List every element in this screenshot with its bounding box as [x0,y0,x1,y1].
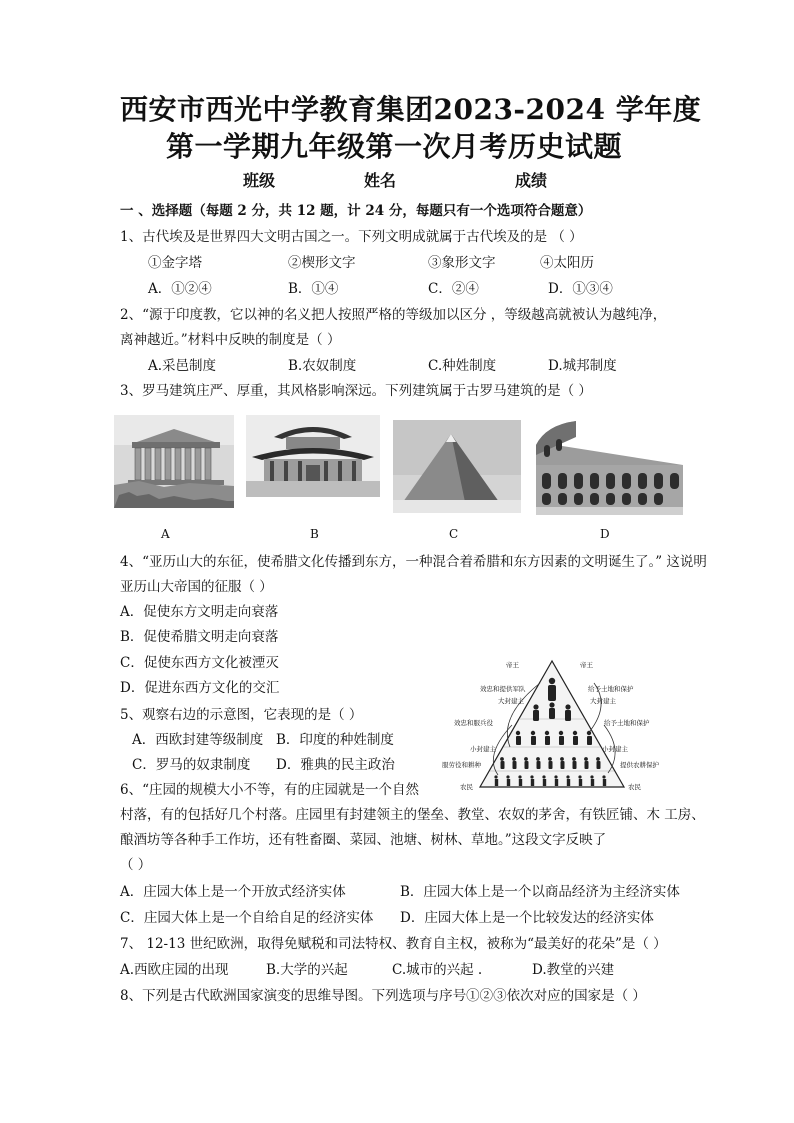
diagram-rank-label: 大封建主 [590,697,616,705]
diagram-relation-label: 给予土地和保护 [604,719,650,727]
q1-option-b: B．①④ [288,281,339,297]
q1-stem: 1、古代埃及是世界四大文明古国之一。下列文明成就属于古代埃及的是 （ ） [120,229,583,245]
pyramid-photo [393,420,521,513]
diagram-rank-label: 农民 [460,783,473,791]
diagram-rank-label: 小封建主 [470,745,496,753]
diagram-rank-label: 小封建主 [602,745,628,753]
q1-item: ④太阳历 [540,255,594,271]
q6-line-3: 酿酒坊等各种手工作坊，还有牲畜圈、菜园、池塘、树林、草地。”这段文字反映了 [120,832,607,848]
q6-option-c: C．庄园大体上是一个自给自足的经济实体 [120,910,374,926]
q6-line-1: 6、“庄园的规模大小不等，有的庄园就是一个自然 [120,782,419,798]
title-line-1: 西安市西光中学教育集团2023-2024 学年度 [120,93,702,126]
q2-option-c: C.种姓制度 [428,358,497,374]
q1-option-c: C．②④ [428,281,479,297]
photo-label-c: C [449,527,459,541]
q2-line-1: 2、“源于印度教，它以神的名义把人按照严格的等级加以区分 ，等级越高就被认为越纯净， [120,307,667,323]
q5-option-c: C．罗马的奴隶制度 [132,757,251,773]
photo-label-d: D [600,527,610,541]
q1-option-a: A．①②④ [148,281,212,297]
photo-label-a: A [161,527,170,541]
title-line-2: 第一学期九年级第一次月考历史试题 [166,130,623,163]
diagram-rank-label: 帝王 [506,661,519,669]
diagram-relation-label: 给予土地和保护 [588,685,634,693]
diagram-relation-label: 服劳役和耕种 [442,761,481,769]
q7-option-c: C.城市的兴起 . [392,962,483,978]
diagram-rank-label: 帝王 [580,661,593,669]
q2-option-a: A.采邑制度 [148,358,217,374]
q7-option-a: A.西欧庄园的出现 [120,962,229,978]
q4-option-c: C．促使东西方文化被湮灭 [120,655,279,671]
diagram-relation-label: 效忠和服兵役 [454,719,493,727]
q1-item: ①金字塔 [148,255,202,271]
q6-line-4: （ ） [120,857,152,873]
q1-option-d: D．①③④ [548,281,613,297]
q4-option-a: A．促使东方文明走向衰落 [120,604,279,620]
q2-option-b: B.农奴制度 [288,358,357,374]
class-label: 班级 [243,171,276,190]
q6-option-b: B．庄园大体上是一个以商品经济为主经济实体 [400,884,680,900]
photo-label-b: B [310,527,319,541]
q5-option-a: A．西欧封建等级制度 [132,732,264,748]
colosseum-photo [536,415,683,515]
q4-line-2: 亚历山大帝国的征服（ ） [120,579,273,595]
q5-option-b: B．印度的种姓制度 [276,732,394,748]
q7-stem: 7、 12-13 世纪欧洲，取得免赋税和司法特权、教育自主权，被称为“最美好的花朵”是（ ） [120,936,667,952]
parthenon-photo [114,415,234,508]
q5-stem: 5、观察右边的示意图，它表现的是（ ） [120,707,363,723]
q5-option-d: D．雅典的民主政治 [276,757,395,773]
q7-option-d: D.教堂的兴建 [532,962,615,978]
score-label: 成绩 [515,171,548,190]
q8-stem: 8、下列是古代欧洲国家演变的思维导图。下列选项与序号①②③依次对应的国家是（ ） [120,988,646,1004]
q7-option-b: B.大学的兴起 [266,962,348,978]
q6-line-2: 村落，有的包括好几个村落。庄园里有封建领主的堡垒、教堂、农奴的茅舍，有铁匠铺、木 工房、 [120,807,705,823]
diagram-relation-label: 提供农耕保护 [620,761,659,769]
q4-option-b: B．促使希腊文明走向衰落 [120,629,279,645]
section-heading: 一 、选择题（每题 2 分，共 12 题，计 24 分，每题只有一个选项符合题意） [120,203,592,219]
q6-option-a: A．庄园大体上是一个开放式经济实体 [120,884,346,900]
q3-stem: 3、罗马建筑庄严、厚重，其风格影响深远。下列建筑属于古罗马建筑的是（ ） [120,383,592,399]
q4-line-1: 4、“亚历山大的东征，使希腊文化传播到东方，一种混合着希腊和东方因素的文明诞生了。” 这说明 [120,554,707,570]
q2-option-d: D.城邦制度 [548,358,617,374]
name-label: 姓名 [364,171,397,190]
q2-line-2: 离神越近。”材料中反映的制度是（ ） [120,332,341,348]
diagram-rank-label: 大封建主 [498,697,524,705]
q1-item: ③象形文字 [428,255,496,271]
q4-option-d: D．促进东西方文化的交汇 [120,680,280,696]
q1-item: ②楔形文字 [288,255,356,271]
feudal-hierarchy-diagram [440,655,680,795]
q6-option-d: D．庄园大体上是一个比较发达的经济实体 [400,910,654,926]
diagram-rank-label: 农民 [628,783,641,791]
temple-photo [246,415,380,497]
diagram-relation-label: 效忠和提供军队 [480,685,526,693]
